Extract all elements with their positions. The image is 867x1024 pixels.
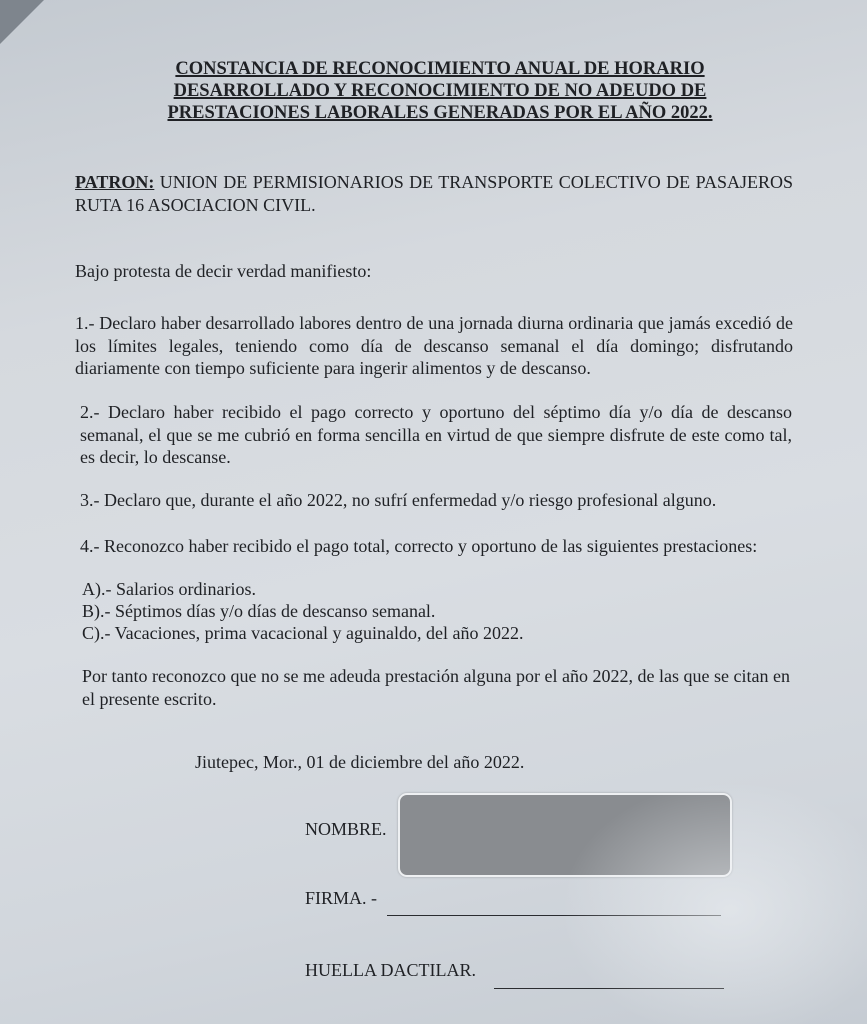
place-date: Jiutepec, Mor., 01 de diciembre del año 2022. (195, 752, 525, 772)
title-line-1: CONSTANCIA DE RECONOCIMIENTO ANUAL DE HORARIO (175, 59, 705, 79)
item-b: B).- Séptimos días y/o días de descanso semanal. (82, 601, 436, 621)
patron-paragraph (75, 171, 793, 216)
document-title (118, 58, 762, 124)
patron-text: UNION DE PERMISIONARIOS DE TRANSPORTE COLECTIVO DE PASAJEROS RUTA 16 ASOCIACION CIVIL. (75, 172, 793, 215)
name-label: NOMBRE. (305, 819, 387, 839)
signature-line (387, 915, 721, 916)
item-c: C).- Vacaciones, prima vacacional y aguinaldo, del año 2022. (82, 623, 524, 643)
fingerprint-label: HUELLA DACTILAR. (305, 960, 476, 980)
conclusion-text: Por tanto reconozco que no se me adeuda prestación alguna por el año 2022, de las que se citan en el presente escrito. (82, 666, 790, 709)
folded-corner (0, 0, 44, 44)
clause-1: 1.- Declaro haber desarrollado labores dentro de una jornada diurna ordinaria que jamás excedió de los límites legales, teniendo como día de descanso semanal el día domingo; disfrutando diariamente con tiempo suficiente para ingerir alimentos y de descanso. (75, 313, 793, 378)
title-line-3: PRESTACIONES LABORALES GENERADAS POR EL AÑO 2022. (167, 103, 713, 123)
intro-text: Bajo protesta de decir verdad manifiesto: (75, 261, 372, 281)
patron-label: PATRON: (75, 172, 155, 192)
clause-4: 4.- Reconozco haber recibido el pago total, correcto y oportuno de las siguientes prestaciones: (80, 536, 758, 556)
fingerprint-line (494, 988, 724, 989)
redacted-name (398, 793, 732, 877)
clause-3: 3.- Declaro que, durante el año 2022, no sufrí enfermedad y/o riesgo profesional alguno. (80, 490, 717, 510)
title-line-2: DESARROLLADO Y RECONOCIMIENTO DE NO ADEUDO DE (173, 81, 707, 101)
signature-label: FIRMA. - (305, 888, 378, 908)
item-a: A).- Salarios ordinarios. (82, 579, 256, 599)
clause-2: 2.- Declaro haber recibido el pago correcto y oportuno del séptimo día y/o día de descanso semanal, el que se me cubrió en forma sencilla en virtud de que siempre disfrute de este como tal, es decir, lo descanse. (80, 402, 792, 467)
